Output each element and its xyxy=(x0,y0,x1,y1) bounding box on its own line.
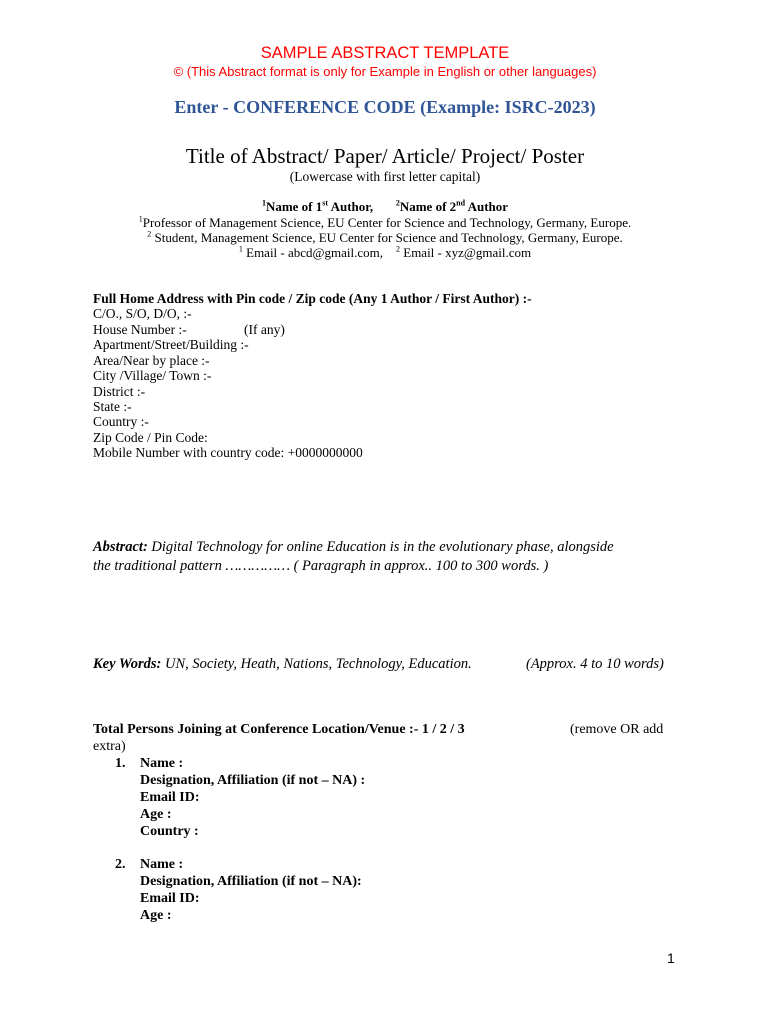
person-2-number: 2. xyxy=(115,857,126,872)
person-1-age: Age : xyxy=(140,807,172,822)
address-mobile: Mobile Number with country code: +0000000000 xyxy=(93,445,363,460)
person-2-age: Age : xyxy=(140,908,172,923)
persons-hint: (remove OR add xyxy=(570,722,664,737)
address-house xyxy=(93,322,285,338)
address-district: District :- xyxy=(93,384,146,399)
email1-superscript: 1 xyxy=(238,244,243,254)
keywords-line xyxy=(93,656,472,673)
author-line xyxy=(0,199,770,215)
title-hint: (Lowercase with first letter capital) xyxy=(289,169,481,184)
author2-ordinal: nd xyxy=(456,198,466,208)
address-city: City /Village/ Town :- xyxy=(93,368,212,383)
email1-text: Email - abcd@gmail.com, xyxy=(242,245,383,260)
persons-heading: Total Persons Joining at Conference Location/Venue :- 1 / 2 / 3 xyxy=(93,722,465,737)
affiliation-1-superscript: 1 xyxy=(138,214,143,224)
keywords-hint: (Approx. 4 to 10 words) xyxy=(526,656,664,672)
affiliation-2-superscript: 2 xyxy=(147,229,152,239)
author2-tail: Author xyxy=(465,199,509,214)
person-1-number: 1. xyxy=(115,756,126,771)
email2-superscript: 2 xyxy=(396,244,400,254)
abstract-text-1: Digital Technology for online Education is in the evolutionary phase, alongside xyxy=(147,539,614,555)
person-2-name: Name : xyxy=(140,857,184,872)
address-country: Country :- xyxy=(93,414,149,429)
person-1-country: Country : xyxy=(140,824,199,839)
person-1-name: Name : xyxy=(140,756,184,771)
person-1-email: Email ID: xyxy=(140,790,200,805)
author1-tail: Author, xyxy=(328,199,374,214)
address-apartment: Apartment/Street/Building :- xyxy=(93,337,249,352)
abstract-line-2: the traditional pattern …………… ( Paragraph in approx.. 100 to 300 words. ) xyxy=(93,558,549,574)
address-house-label: House Number :- xyxy=(93,322,187,337)
affiliation-2-text: Student, Management Science, EU Center for Science and Technology, Germany, Europe. xyxy=(151,230,623,245)
affiliation-1 xyxy=(0,215,770,231)
address-heading: Full Home Address with Pin code / Zip code (Any 1 Author / First Author) :- xyxy=(93,291,532,306)
person-2-email: Email ID: xyxy=(140,891,200,906)
author2-superscript: 2 xyxy=(395,198,400,208)
template-title: SAMPLE ABSTRACT TEMPLATE xyxy=(260,44,510,62)
affiliation-1-text: Professor of Management Science, EU Center for Science and Technology, Germany, Europe. xyxy=(142,215,632,230)
page-number: 1 xyxy=(667,950,675,966)
person-2-designation: Designation, Affiliation (if not – NA): xyxy=(140,874,362,889)
author1-superscript: 1 xyxy=(261,198,266,208)
persons-hint-continued: extra) xyxy=(93,739,126,754)
affiliation-2 xyxy=(0,230,770,246)
author1-name: Name of 1 xyxy=(265,199,323,214)
email2-text: Email - xyz@gmail.com xyxy=(400,245,532,260)
address-zip: Zip Code / Pin Code: xyxy=(93,430,208,445)
keywords-text: UN, Society, Heath, Nations, Technology, Education. xyxy=(161,656,472,672)
person-1-designation: Designation, Affiliation (if not – NA) : xyxy=(140,773,366,788)
author2-name: Name of 2 xyxy=(399,199,457,214)
address-co: C/O., S/O, D/O, :- xyxy=(93,306,192,321)
conference-code: Enter - CONFERENCE CODE (Example: ISRC-2023) xyxy=(174,97,596,117)
template-note: © (This Abstract format is only for Example in English or other languages) xyxy=(173,64,597,79)
address-area: Area/Near by place :- xyxy=(93,353,210,368)
abstract-line-1 xyxy=(93,539,614,556)
keywords-label: Key Words: xyxy=(93,656,162,672)
abstract-label: Abstract: xyxy=(93,539,148,555)
author1-ordinal: st xyxy=(322,198,329,208)
paper-title: Title of Abstract/ Paper/ Article/ Project/ Poster xyxy=(185,144,585,168)
address-house-hint: (If any) xyxy=(244,322,285,337)
email-line xyxy=(0,245,770,261)
address-state: State :- xyxy=(93,399,132,414)
